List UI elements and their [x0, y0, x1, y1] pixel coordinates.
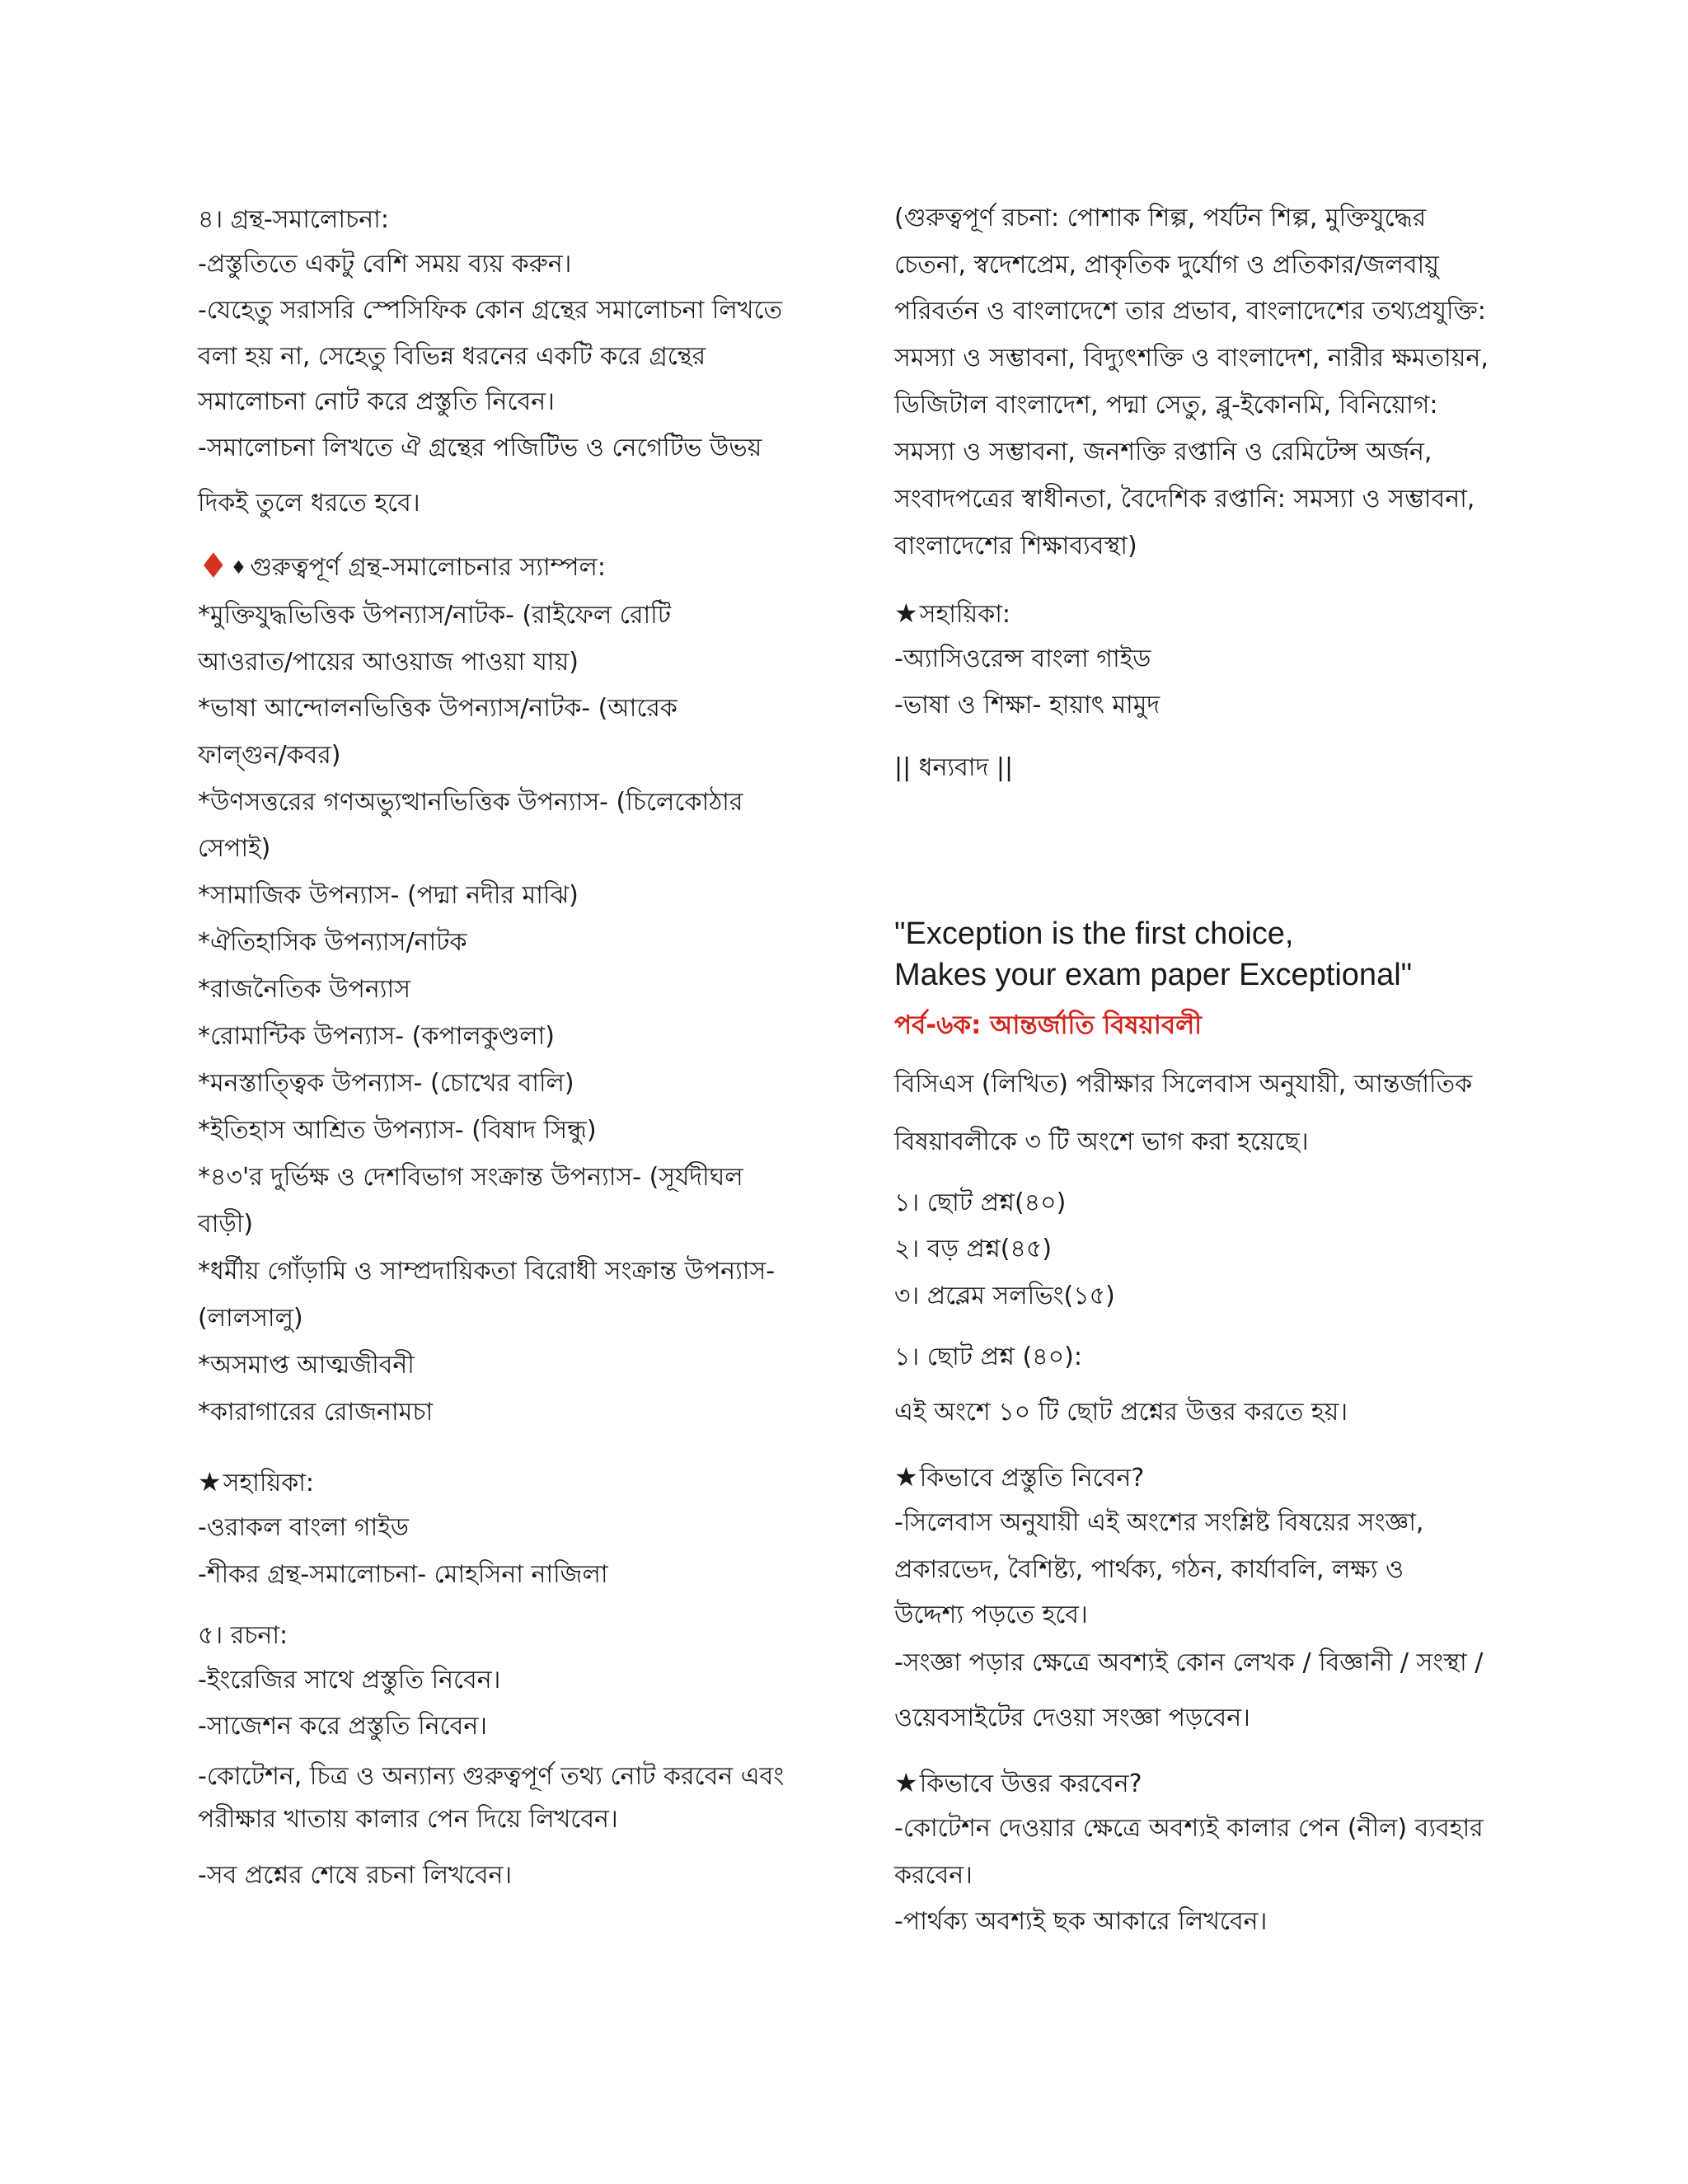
- helper-item: -ওরাকল বাংলা গাইড: [198, 1513, 409, 1542]
- prep-heading: কিভাবে প্রস্তুতি নিবেন?: [919, 1464, 1145, 1493]
- prep-line: -সংজ্ঞা পড়ার ক্ষেত্রে অবশ্যই কোন লেখক / বিজ্ঞানী / সংস্থা /: [894, 1648, 1484, 1677]
- answer-line: -পার্থক্য অবশ্যই ছক আকারে লিখবেন।: [894, 1907, 1268, 1936]
- essay-tip: -সাজেশন করে প্রস্তুতি নিবেন।: [198, 1712, 487, 1741]
- essay-tip: -কোটেশন, চিত্র ও অন্যান্য গুরুত্বপূর্ণ তথ্য নোট করবেন এবং: [198, 1762, 785, 1791]
- sample-item: *উণসত্তরের গণঅভ্যুত্থানভিত্তিক উপন্যাস- (চিলেকোঠার: [198, 788, 743, 817]
- helper-heading: সহায়িকা:: [919, 600, 1011, 629]
- helper-item: -ভাষা ও শিক্ষা- হায়াৎ মামুদ: [894, 691, 1160, 719]
- important-essays-line: সমস্যা ও সম্ভাবনা, জনশক্তি রপ্তানি ও রেমিটেন্স অর্জন,: [894, 438, 1432, 466]
- answer-line: -কোটেশন দেওয়ার ক্ষেত্রে অবশ্যই কালার পেন (নীল) ব্যবহার: [894, 1814, 1484, 1843]
- important-essays-line: পরিবর্তন ও বাংলাদেশে তার প্রভাব, বাংলাদেশের তথ্যপ্রযুক্তি:: [894, 297, 1486, 326]
- star-icon: ★: [894, 598, 918, 629]
- sample-item: *ধর্মীয় গোঁড়ামি ও সাম্প্রদায়িকতা বিরোধী সংক্রান্ত উপন্যাস-: [198, 1257, 776, 1286]
- important-essays-line: বাংলাদেশের শিক্ষাব্যবস্থা): [894, 532, 1137, 560]
- sample-item: (লালসালু): [198, 1304, 303, 1333]
- sample-item: *মনস্তাত্ত্বিক উপন্যাস- (চোখের বালি): [198, 1069, 574, 1098]
- important-essays-line: চেতনা, স্বদেশপ্রেম, প্রাকৃতিক দুর্যোগ ও প্রতিকার/জলবায়ু: [894, 251, 1439, 279]
- helper-heading-line: [198, 1464, 314, 1502]
- answer-heading-line: [894, 1765, 1142, 1802]
- helper-item: -শীকর গ্রন্থ-সমালোচনা- মোহসিনা নাজিলা: [198, 1560, 608, 1589]
- sample-item: বাড়ী): [198, 1210, 254, 1239]
- helper-item: -অ্যাসিওরেন্স বাংলা গাইড: [894, 644, 1151, 673]
- section-item: ২। বড় প্রশ্ন(৪৫): [894, 1235, 1053, 1263]
- important-essays-line: সমস্যা ও সম্ভাবনা, বিদ্যুৎশক্তি ও বাংলাদেশ, নারীর ক্ষমতায়ন,: [894, 344, 1489, 373]
- thanks-text: || ধন্যবাদ ||: [894, 753, 1014, 782]
- helper-heading: সহায়িকা:: [223, 1469, 315, 1497]
- prep-line: -সিলেবাস অনুযায়ী এই অংশের সংশ্লিষ্ট বিষয়ের সংজ্ঞা,: [894, 1508, 1424, 1537]
- star-icon: ★: [198, 1466, 222, 1497]
- samples-heading: গুরুত্বপূর্ণ গ্রন্থ-সমালোচনার স্যাম্পল:: [250, 553, 606, 582]
- sample-item: *মুক্তিযুদ্ধভিত্তিক উপন্যাস/নাটক- (রাইফেল রোটি: [198, 601, 672, 630]
- answer-line: করবেন।: [894, 1861, 973, 1890]
- essay-tip: -ইংরেজির সাথে প্রস্তুতি নিবেন।: [198, 1666, 501, 1694]
- sample-item: *ভাষা আন্দোলনভিত্তিক উপন্যাস/নাটক- (আরেক: [198, 694, 678, 723]
- sample-item: *ঐতিহাসিক উপন্যাস/নাটক: [198, 928, 467, 957]
- quote-line: "Exception is the first choice,: [894, 916, 1294, 951]
- sample-item: ফাল্গুন/কবর): [198, 741, 341, 770]
- important-essays-line: (গুরুত্বপূর্ণ রচনা: পোশাক শিল্প, পর্যটন শিল্প, মুক্তিযুদ্ধের: [894, 204, 1427, 232]
- sample-item: *রোমান্টিক উপন্যাস- (কপালকুণ্ডলা): [198, 1022, 555, 1051]
- book-review-tip: -সমালোচনা লিখতে ঐ গ্রন্থের পজিটিভ ও নেগেটিভ উভয়: [198, 434, 762, 462]
- answer-heading: কিভাবে উত্তর করবেন?: [919, 1769, 1142, 1798]
- prep-line: প্রকারভেদ, বৈশিষ্ট্য, পার্থক্য, গঠন, কার্যাবলি, লক্ষ্য ও: [894, 1555, 1404, 1584]
- diamond-icon: ♦: [198, 546, 229, 586]
- short-question-heading: ১। ছোট প্রশ্ন (৪০):: [894, 1343, 1082, 1371]
- essay-tip: পরীক্ষার খাতায় কালার পেন দিয়ে লিখবেন।: [198, 1805, 618, 1834]
- important-essays-line: সংবাদপত্রের স্বাধীনতা, বৈদেশিক রপ্তানি: সমস্যা ও সম্ভাবনা,: [894, 485, 1475, 513]
- star-icon: ★: [894, 1461, 918, 1493]
- book-review-heading: ৪। গ্রন্থ-সমালোচনা:: [198, 205, 389, 234]
- helper-heading-line: [894, 595, 1010, 633]
- short-question-text: এই অংশে ১০ টি ছোট প্রশ্নের উত্তর করতে হয়।: [894, 1398, 1348, 1427]
- book-review-tip: -যেহেতু সরাসরি স্পেসিফিক কোন গ্রন্থের সমালোচনা লিখতে: [198, 296, 783, 325]
- sample-item: *ইতিহাস আশ্রিত উপন্যাস- (বিষাদ সিন্ধু): [198, 1116, 597, 1145]
- section-item: ৩। প্রব্লেম সলভিং(১৫): [894, 1282, 1115, 1310]
- book-review-tip: দিকই তুলে ধরতে হবে।: [198, 489, 420, 518]
- sample-item: *কারাগারের রোজনামচা: [198, 1398, 434, 1427]
- book-review-tip: সমালোচনা নোট করে প্রস্তুতি নিবেন।: [198, 387, 555, 416]
- diamond-icon: ♦: [230, 558, 247, 579]
- sample-item: *অসমাপ্ত আত্মজীবনী: [198, 1351, 415, 1380]
- book-review-tip: বলা হয় না, সেহেতু বিভিন্ন ধরনের একটি করে গ্রন্থের: [198, 342, 706, 371]
- section-item: ১। ছোট প্রশ্ন(৪০): [894, 1188, 1067, 1217]
- prep-heading-line: [894, 1459, 1144, 1497]
- important-essays-line: ডিজিটাল বাংলাদেশ, পদ্মা সেতু, ব্লু-ইকোনমি, বিনিয়োগ:: [894, 391, 1438, 419]
- book-review-tip: -প্রস্তুতিতে একটু বেশি সময় ব্যয় করুন।: [198, 250, 572, 279]
- sample-item: আওরাত/পায়ের আওয়াজ পাওয়া যায়): [198, 648, 579, 677]
- intro-line: বিসিএস (লিখিত) পরীক্ষার সিলেবাস অনুযায়ী, আন্তর্জাতিক: [894, 1070, 1473, 1099]
- samples-heading-line: [198, 548, 606, 587]
- prep-line: ওয়েবসাইটের দেওয়া সংজ্ঞা পড়বেন।: [894, 1704, 1250, 1732]
- prep-line: উদ্দেশ্য পড়তে হবে।: [894, 1601, 1088, 1629]
- quote-line: Makes your exam paper Exceptional": [894, 958, 1413, 992]
- sample-item: *৪৩'র দুর্ভিক্ষ ও দেশবিভাগ সংক্রান্ত উপন্যাস- (সূর্যদীঘল: [198, 1163, 743, 1192]
- intro-line: বিষয়াবলীকে ৩ টি অংশে ভাগ করা হয়েছে।: [894, 1127, 1309, 1156]
- star-icon: ★: [894, 1767, 918, 1798]
- essay-tip: -সব প্রশ্নের শেষে রচনা লিখবেন।: [198, 1861, 513, 1890]
- essay-heading: ৫। রচনা:: [198, 1621, 288, 1650]
- sample-item: সেপাই): [198, 834, 271, 863]
- sample-item: *সামাজিক উপন্যাস- (পদ্মা নদীর মাঝি): [198, 881, 579, 910]
- part-title: পর্ব-৬ক: আন্তর্জাতি বিষয়াবলী: [894, 1010, 1203, 1040]
- sample-item: *রাজনৈতিক উপন্যাস: [198, 975, 411, 1004]
